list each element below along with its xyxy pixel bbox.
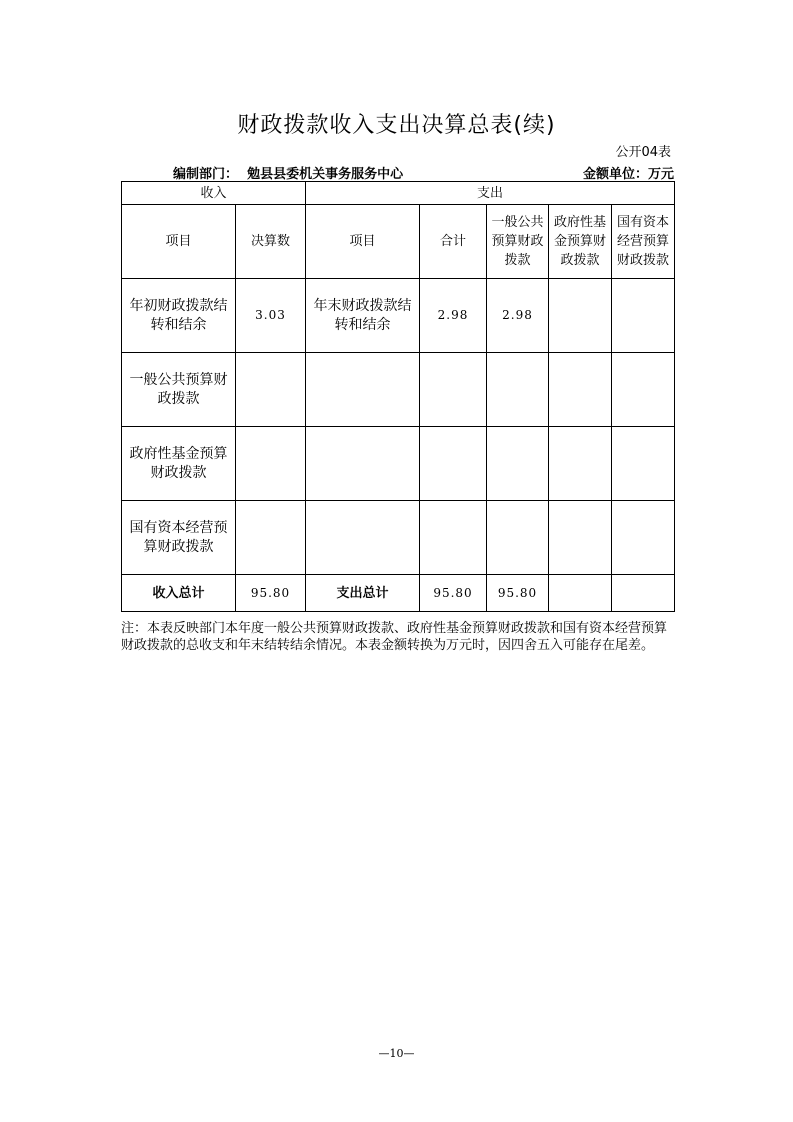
unit-label: 编制部门： [173, 167, 239, 182]
expense-item-cell [306, 501, 420, 575]
table-column-header-row [122, 205, 675, 279]
expense-total-label: 支出总计 [306, 575, 420, 612]
budget-table [121, 181, 675, 612]
col-header-income-amount: 决算数 [236, 205, 306, 279]
col-header-total: 合计 [420, 205, 487, 279]
expense-group-header: 支出 [306, 182, 675, 205]
income-amount-cell [236, 353, 306, 427]
general-budget-total: 95.80 [487, 575, 549, 612]
form-code: 公开04表 [615, 145, 671, 160]
col-header-state-capital: 国有资本经营预算财政拨款 [612, 205, 675, 279]
income-amount-cell: 3.03 [236, 279, 306, 353]
col-header-gov-fund: 政府性基金预算财政拨款 [549, 205, 612, 279]
totals-row [122, 575, 675, 612]
state-capital-total [612, 575, 675, 612]
document-title: 财政拨款收入支出决算总表(续) [237, 113, 556, 138]
general-budget-cell [487, 427, 549, 501]
col-header-general-budget: 一般公共预算财政拨款 [487, 205, 549, 279]
income-item-cell: 一般公共预算财政拨款 [122, 353, 236, 427]
state-capital-cell [612, 279, 675, 353]
gov-fund-cell [549, 279, 612, 353]
expense-item-cell [306, 353, 420, 427]
general-budget-cell [487, 501, 549, 575]
table-row [122, 279, 675, 353]
income-item-cell: 年初财政拨款结转和结余 [122, 279, 236, 353]
expense-item-cell: 年末财政拨款结转和结余 [306, 279, 420, 353]
page-number: —10— [378, 1047, 415, 1060]
col-header-expense-item: 项目 [306, 205, 420, 279]
total-cell: 2.98 [420, 279, 487, 353]
amount-unit: 金额单位：万元 [582, 167, 674, 182]
gov-fund-cell [549, 501, 612, 575]
table-row [122, 501, 675, 575]
state-capital-cell [612, 427, 675, 501]
table-note: 注：本表反映部门本年度一般公共预算财政拨款、政府性基金预算财政拨款和国有资本经营预算财政拨款的总收支和年末结转结余情况。本表金额转换为万元时，因四舍五入可能存在尾差。 [121, 621, 668, 653]
income-amount-cell [236, 427, 306, 501]
gov-fund-cell [549, 353, 612, 427]
unit-name: 勉县县委机关事务服务中心 [247, 167, 404, 182]
income-item-cell: 政府性基金预算财政拨款 [122, 427, 236, 501]
income-amount-cell [236, 501, 306, 575]
general-budget-cell: 2.98 [487, 279, 549, 353]
col-header-income-item: 项目 [122, 205, 236, 279]
total-cell [420, 501, 487, 575]
expense-total-amount: 95.80 [420, 575, 487, 612]
income-item-cell: 国有资本经营预算财政拨款 [122, 501, 236, 575]
unit-info [173, 163, 403, 182]
income-total-amount: 95.80 [236, 575, 306, 612]
state-capital-cell [612, 353, 675, 427]
table-row [122, 353, 675, 427]
gov-fund-cell [549, 427, 612, 501]
general-budget-cell [487, 353, 549, 427]
expense-item-cell [306, 427, 420, 501]
gov-fund-total [549, 575, 612, 612]
income-total-label: 收入总计 [122, 575, 236, 612]
table-row [122, 427, 675, 501]
table-group-header-row [122, 182, 675, 205]
total-cell [420, 427, 487, 501]
state-capital-cell [612, 501, 675, 575]
total-cell [420, 353, 487, 427]
income-group-header: 收入 [122, 182, 306, 205]
